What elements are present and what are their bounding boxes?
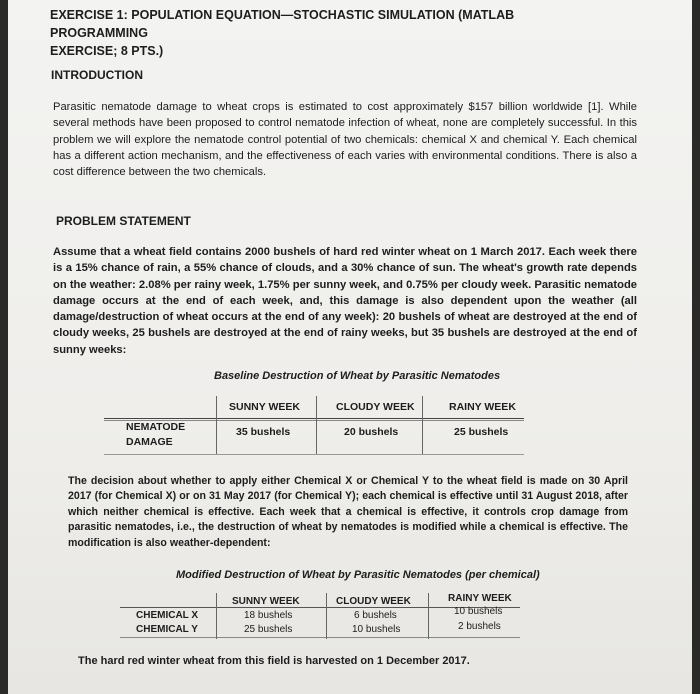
problem-statement-heading: PROBLEM STATEMENT — [56, 214, 191, 228]
col-header-sunny-2: SUNNY WEEK — [232, 596, 300, 607]
x-sunny-value: 18 bushels — [244, 610, 293, 621]
col-header-sunny: SUNNY WEEK — [229, 401, 300, 413]
title-line-1: EXERCISE 1: POPULATION EQUATION—STOCHASTIC SIMULATION (MATLAB PROGRAMMING — [50, 8, 515, 40]
modified-table-caption: Modified Destruction of Wheat by Parasitic Nematodes (per chemical) — [176, 569, 540, 581]
baseline-destruction-table — [104, 396, 524, 456]
y-rainy-value: 2 bushels — [458, 621, 501, 632]
decision-paragraph: The decision about whether to apply either Chemical X or Chemical Y to the wheat field is made on 30 April 2017 (for Chemical X) or on 31 May 2017 (for Chemical Y); each chemical is effective until 31 August 2018, after which neither chemical is effective. Each week that a chemical is effective, it controls crop damage from parasitic nematodes, i.e., the destruction of wheat by nematodes is modified while a chemical is effective. The modification is also weather-dependent: — [68, 475, 628, 549]
col-header-cloudy: CLOUDY WEEK — [336, 401, 415, 413]
modified-destruction-table — [120, 593, 520, 643]
introduction-paragraph: Parasitic nematode damage to wheat crops is estimated to cost approximately $157 billion worldwide [1]. While several methods have been proposed to control nematode infection of wheat, none are completely successful. In this problem we will explore the nematode control potential of two chemicals: chemical X and chemical Y. Each chemical has a different action mechanism, and the effectiveness of each varies with environmental conditions. There is also a cost difference between the two chemicals. — [53, 101, 637, 179]
row-label-nematode-damage — [126, 420, 185, 450]
row-label-chemical-y: CHEMICAL Y — [136, 624, 198, 635]
x-rainy-value: 10 bushels — [454, 606, 503, 617]
problem-statement-paragraph: Assume that a wheat field contains 2000 bushels of hard red winter wheat on 1 March 2017. Each week there is a 15% chance of rain, a 55% chance of clouds, and a 30% chance of sun. The wheat's growth rate depends on the weather: 2.08% per rainy week, 1.75% per sunny week, and 0.75% per cloudy week. Parasitic nematode damage occurs at the end of each week, and, this damage is also dependent upon the weather (all damage/destruction of wheat occurs at the end of any week): 20 bushels of wheat are destroyed at the end of cloudy weeks, 25 bushels are destroyed at the end of rainy weeks, but 35 bushels are destroyed at the end of sunny weeks: — [53, 246, 637, 356]
introduction-heading: INTRODUCTION — [51, 68, 143, 82]
title-line-2: EXERCISE; 8 PTS.) — [50, 44, 164, 58]
y-sunny-value: 25 bushels — [244, 624, 293, 635]
col-header-rainy: RAINY WEEK — [449, 401, 516, 413]
rainy-damage-value: 25 bushels — [454, 426, 509, 438]
row-label-line-1: NEMATODE — [126, 421, 186, 433]
exercise-title — [50, 6, 610, 60]
y-cloudy-value: 10 bushels — [352, 624, 401, 635]
harvest-sentence: The hard red winter wheat from this field is harvested on 1 December 2017. — [78, 655, 470, 667]
baseline-table-caption: Baseline Destruction of Wheat by Parasitic Nematodes — [214, 370, 501, 382]
col-header-rainy-2: RAINY WEEK — [448, 593, 512, 604]
row-label-line-2: DAMAGE — [126, 436, 173, 448]
x-cloudy-value: 6 bushels — [354, 610, 397, 621]
document-page — [8, 0, 692, 694]
row-label-chemical-x: CHEMICAL X — [136, 610, 199, 621]
sunny-damage-value: 35 bushels — [236, 426, 291, 438]
col-header-cloudy-2: CLOUDY WEEK — [336, 596, 411, 607]
cloudy-damage-value: 20 bushels — [344, 426, 399, 438]
